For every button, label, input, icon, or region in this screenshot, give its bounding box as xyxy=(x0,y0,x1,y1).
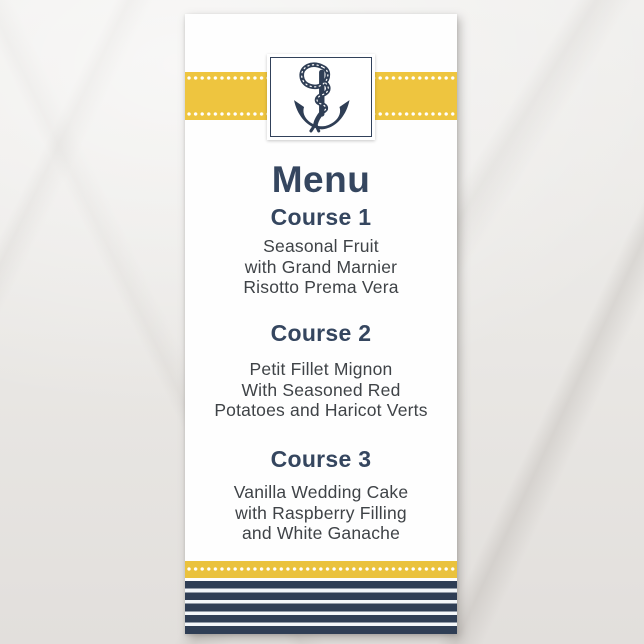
bottom-ribbon xyxy=(185,561,457,578)
course-line: with Raspberry Filling xyxy=(235,502,407,523)
course-3-heading: Course 3 xyxy=(270,446,372,472)
course-3-description xyxy=(185,482,457,544)
anchor-badge xyxy=(267,54,375,140)
menu-card xyxy=(185,14,457,634)
course-line: Petit Fillet Mignon xyxy=(249,359,393,379)
course-2-description xyxy=(185,359,457,421)
stripe-footer xyxy=(185,581,457,634)
course-1-heading: Course 1 xyxy=(270,204,372,230)
course-line: Vanilla Wedding Cake xyxy=(233,482,409,502)
course-2-heading: Course 2 xyxy=(270,320,372,346)
course-line: with Grand Marnier xyxy=(244,256,398,277)
course-line: With Seasoned Red xyxy=(241,379,401,400)
menu-title: Menu xyxy=(271,159,371,200)
anchor-icon xyxy=(281,60,361,134)
ribbon-dotted-line xyxy=(187,567,455,571)
course-line: Potatoes and Haricot Verts xyxy=(214,400,428,420)
course-line: Seasonal Fruit xyxy=(263,236,379,256)
course-line: and White Ganache xyxy=(241,523,401,543)
course-1-description xyxy=(185,236,457,298)
course-line: Risotto Prema Vera xyxy=(243,277,399,297)
anchor-badge-frame xyxy=(270,57,372,137)
